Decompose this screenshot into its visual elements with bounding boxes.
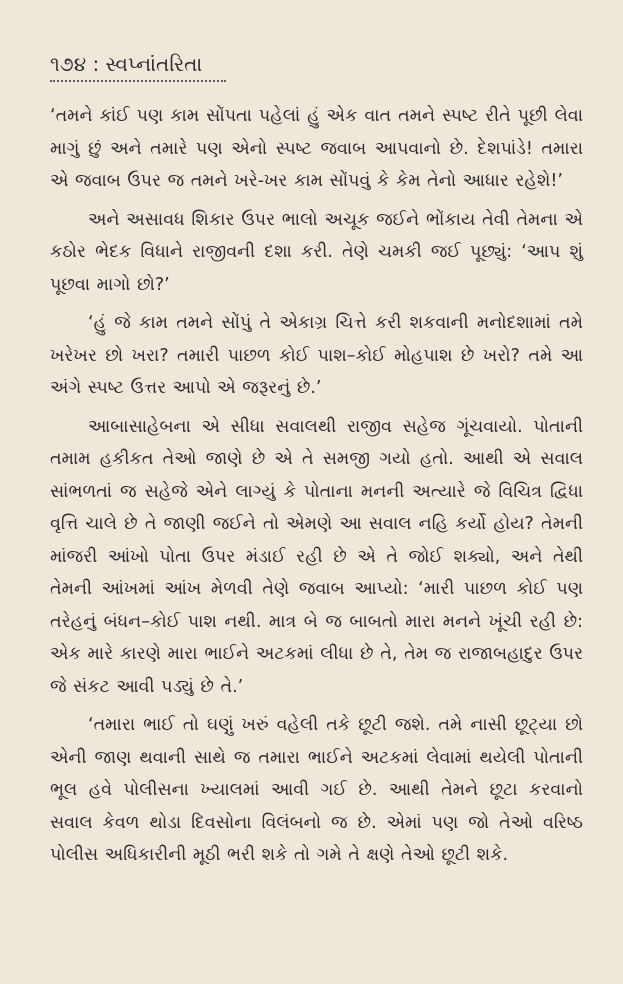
paragraph-5: ‘તમારા ભાઈ તો ઘણું ખરું વહેલી તકે છૂટી જશે. તમે નાસી છૂટ્યા છો એની જાણ થવાની સાથે જ તમારા ભાઈને અટકમાં લેવામાં થયેલી પોતાની ભૂલ હવે પોલીસના ખ્યાલમાં આવી ગઈ છે. આથી તેમને છૂટા કરવાનો સવાલ કેવળ થોડા દિવસોના વિલંબનો જ છે. એમાં પણ જો તેઓ વરિષ્ઠ પોલીસ અધિકારીની મૂઠી ભરી શકે તો ગમે તે ક્ષણે તેઓ છૂટી શકે. xyxy=(50,715,583,865)
running-header: ૧૭૪ : સ્વપ્નાંતરિતા xyxy=(50,52,203,76)
header-rule xyxy=(50,80,226,86)
paragraph-2: અને અસાવધ શિકાર ઉપર ભાલો અચૂક જઈને ભોંકાય તેવી તેમના એ કઠોર ભેદક વિધાને રાજીવની દશા કરી. તેણે ચમકી જઈ પૂછ્યું: ‘આપ શું પૂછવા માગો છો?’ xyxy=(50,209,583,295)
paragraph-4: આબાસાહેબના એ સીધા સવાલથી રાજીવ સહેજ ગૂંચવાયો. પોતાની તમામ હકીકત તેઓ જાણે છે એ તે સમજી ગયો હતો. આથી એ સવાલ સાંભળતાં જ સહેજે એને લાગ્યું કે પોતાના મનની અત્યારે જે વિચિત્ર દ્વિધા વૃત્તિ ચાલે છે તે જાણી જઈને તો એમણે આ સવાલ નહિ કર્યો હોય? તેમની માંજરી આંખો પોતા ઉપર મંડાઈ રહી છે એ તે જોઈ શક્યો, અને તેથી તેમની આંખમાં આંખ મેળવી તેણે જવાબ આપ્યો: ‘મારી પાછળ કોઈ પણ તરેહનું બંધન–કોઈ પાશ નથી. માત્ર બે જ બાબતો મારા મનને ખૂંચી રહી છે: એક મારે કારણે મારા ભાઈને અટકમાં લીધા છે તે, તેમ જ રાજાબહાદુર ઉપર જે સંકટ આવી પડ્યું છે તે.’ xyxy=(50,416,583,697)
paragraph-3: ‘હું જે કામ તમને સોંપું તે એકાગ્ર ચિત્તે કરી શકવાની મનોદશામાં તમે ખરેખર છો ખરા? તમારી પાછળ કોઈ પાશ–કોઈ મોહપાશ છે ખરો? તમે આ અંગે સ્પષ્ટ ઉત્તર આપો એ જરૂરનું છે.’ xyxy=(50,313,583,398)
paragraph-1: ‘તમને કાંઈ પણ કામ સોંપતા પહેલાં હું એક વાત તમને સ્પષ્ટ રીતે પૂછી લેવા માગું છું અને તમારે પણ એનો સ્પષ્ટ જવાબ આપવાનો છે. દેશપાંડે! તમારા એ જવાબ ઉપર જ તમને ખરે-ખર કામ સોંપવું કે કેમ તેનો આધાર રહેશે!’ xyxy=(50,106,583,191)
body-text xyxy=(50,100,583,878)
